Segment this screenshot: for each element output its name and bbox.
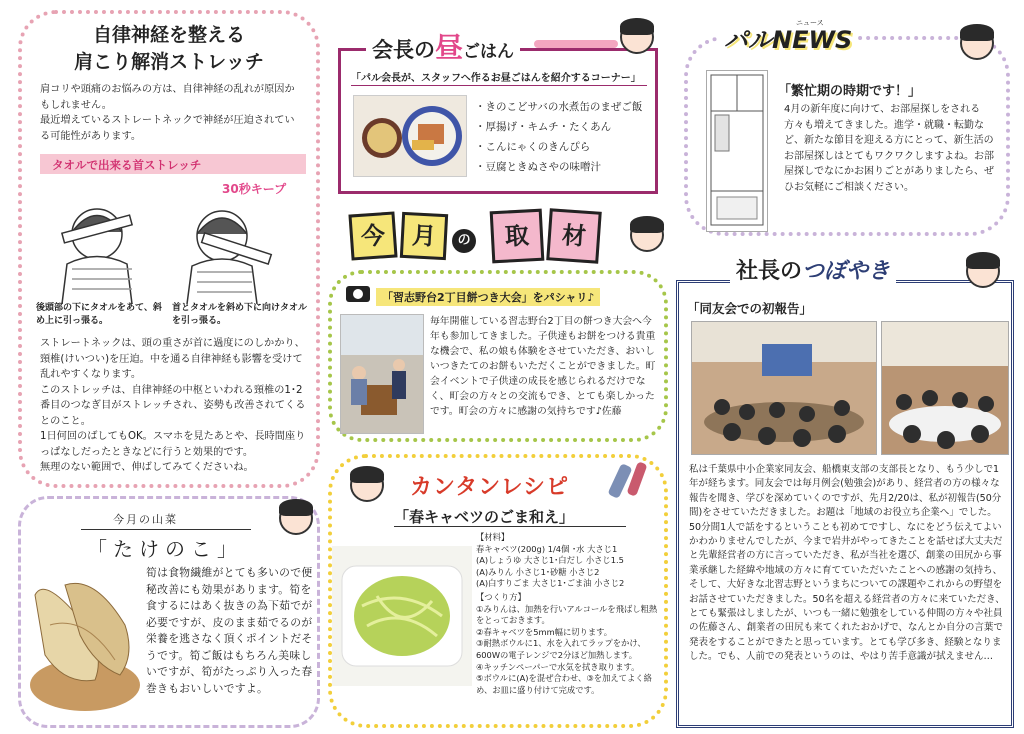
stretch-intro-2: 最近増えているストレートネックで神経が圧迫されている可能性があります。 [40,115,295,142]
stretch-body-p3: 1日何回のばしてもOK。スマホを見たあとや、長時間座りっぱなしだったときなどに行うと効果的です。 [40,431,306,458]
step-item: ④キッチンペーパーで水気を拭き取ります。 [476,661,640,672]
lunch-subtitle-line [351,85,647,86]
president-title-b: つぼやき [802,259,891,284]
news-body: 4月の新年度に向けて、お部屋探しをされる方々も増えてきました。進学・就職・転勤など、新たな節目を迎える方にとって、新生活のお部屋探しはとてもワクワクしますよね。お部屋探しでなにかお困りごとがありましたら、ぜひお気軽にご相談ください。 [784,104,994,193]
lunch-menu-list [475,97,642,177]
recipe-title: カンタンレシピ [410,475,570,500]
floorplan-image [706,70,768,232]
caption-1: 後頭部の下にタオルをあて、斜め上に引っ張る。 [36,303,162,326]
avatar-recipe [350,468,384,502]
shuzai-title-3: の [452,229,476,253]
shuzai-subtitle: 「習志野台2丁目餅つき大会」をパシャリ♪ [376,288,600,306]
step-item: ③耐熱ボウルに1、水を入れてラップをかけ、600Wの電子レンジで2分ほど加熱します。 [476,638,646,660]
mochi-photo [340,314,424,434]
meeting-photo-2 [881,321,1009,455]
ingredient-item: (A)しょうゆ 大さじ1･白だし 小さじ1.5 [476,555,624,566]
news-headline: 「繁忙期の時期です！」 [778,84,922,99]
camera-icon [346,286,370,302]
lunch-menu-item: ・厚揚げ・キムチ・たくあん [475,121,612,133]
figure-2 [187,211,271,304]
meeting-photo-1 [691,321,877,455]
stretch-body-p4: 無理のない範囲で、伸ばしてみてくださいね。 [40,462,254,473]
shuzai-title-4: 取 [490,209,545,264]
president-panel [676,280,1014,728]
avatar-sansai [279,501,313,535]
section-band [40,154,306,174]
stretch-illustration [42,194,312,304]
sansai-header: 今月の山菜 [113,513,178,526]
news-title-wrap [718,20,858,55]
sansai-header-line [81,529,251,530]
recipe-panel [328,454,668,728]
stretch-intro-1: 肩コリや頭痛のお悩みの方は、自律神経の乱れが原因かもしれません。 [40,84,295,111]
caption-2: 首とタオルを斜め下に向けタオルを引っ張る。 [172,303,308,326]
avatar-news [960,26,994,60]
keep-label: 30秒キープ [222,182,287,196]
ingredient-item: (A)白すりごま 大さじ1･ごま油 小さじ2 [476,578,625,589]
stretch-panel [18,10,320,488]
shuzai-title [350,210,600,264]
ingredient-item: (A)みりん 小さじ1･砂糖 小さじ2 [476,566,600,577]
news-ruby: ニュース [796,19,824,27]
step-item: ②春キャベツを5mm幅に切ります。 [476,626,613,637]
avatar-president [966,254,1000,288]
lunch-menu-item: ・こんにゃくのきんぴら [475,141,591,153]
president-title [730,254,896,285]
shuzai-body: 毎年開催している習志野台2丁目の餅つき大会へ今年も参加してきました。子供達もお餅をつける貴重な機会で、私の娘も体験をさせていただき、おいしいつきたてのお餅もいただくことができました。町会イベントで子供達の成長を感じられるだけでなく、町会の方々との交流もでき、とても楽しかったです。町会の方々に感謝の気持ちです♪佐藤 [430,316,656,417]
stretch-title-1: 自律神経を整える [92,24,245,46]
president-headline: 「同友会での初報告」 [687,301,813,316]
stretch-body [40,336,312,476]
step-item: ⑤ボウルに(A)を混ぜ合わせ、③を加えてよく絡め、お皿に盛り付けて完成です。 [476,673,652,695]
president-body: 私は千葉県中小企業家同友会、船橋東支部の支部長となり、もう少しで1年が経ちます。同友会では毎月例会(勉強会)があり、経営者の方の様々な報告を聞き、学びを深めていくのですが、先月2/20は、私が初報告(50分間)をさせていただきました。お題は「地域のお役立ち企業へ」でした。50分間1人で話をするということも初めてですし、なにをどう伝えてよいかわかりませんでしたが、今まで岩井がやってきたことを話せば大丈夫だと先輩経営者の方に言っていただき、私が当社を選び、創業の田尻から事業承継した経緯や地域の方々に育てていただいたことへの感謝の気持ち、そして、大好きな北習志野というまちについての課題やこれからの野望をお話させていただきました。50名を超える経営者の方々に来ていただき、とても緊張はしましたが、いつも一緒に勉強をしている仲間の方々や社員の佐藤さん、創業者の田尻も来てくれたおかげで、なんとか自分の言葉で発表をすることができたと思っています。とても学び多き、経験となりました。でも、人前での発表というのは、やはり苦手意識が拭えません… [689,464,1005,663]
stretch-body-p1: ストレートネックは、頭の重さが首に過度にのしかかり、頸椎(けいつい)を圧迫。中を通る自律神経も影響を受けて乱れやすくなります。 [40,338,305,380]
lunch-title-b: 昼 [435,31,464,64]
recipe-dish: 「春キャベツのごま和え」 [394,508,575,526]
lunch-panel [338,48,658,194]
avatar-chairman [620,20,654,54]
sansai-title: 「たけのこ」 [87,537,243,561]
lunch-subtitle: 「パル会長が、スタッフへ作るお昼ごはんを紹介するコーナー」 [351,73,641,84]
stretch-title-2: 肩こり解消ストレッチ [74,51,264,73]
lunch-title-c: ごはん [463,42,515,62]
shuzai-title-5: 材 [547,208,603,264]
president-title-a: 社長の [736,259,803,284]
section-title: タオルで出来る首ストレッチ [52,158,202,172]
avatar-sato [630,218,664,252]
recipe-text [476,532,662,696]
shuzai-title-2: 月 [400,212,448,260]
news-panel [684,36,1010,236]
step-item: ①みりんは、加熱を行いアルコールを飛ばし粗熱をとっておきます。 [476,603,658,626]
bamboo-shoot-photo [25,565,140,715]
sansai-panel [18,496,320,728]
steps-label: 【つくり方】 [476,591,526,602]
news-title: パルNEWS [724,26,853,54]
ingredient-item: 春キャベツ(200g) 1/4個 ･水 大さじ1 [476,543,618,554]
sansai-body: 筍は食物繊維がとても多いので便秘改善にも効果があります。筍を食するにはあく抜きの為下茹でが必要ですが、皮のまま茹でるのが栄養を逃さなく頂くポイントだそうです。筍ご飯はもちろん美味しいですが、筍がたっぷり入った春巻きもおいしいですよ。 [146,566,313,695]
recipe-dish-line [394,526,626,527]
lunch-menu-item: ・きのこどサバの水煮缶のまぜご飯 [475,101,643,113]
lunch-title-a: 会長の [372,38,435,62]
lunch-menu-item: ・豆腐ときぬさやの味噌汁 [475,161,601,173]
shuzai-panel [328,270,668,442]
shuzai-title-1: 今 [348,211,397,260]
lunch-title-swash [534,40,618,48]
lunch-title [366,26,520,66]
lunch-photo [353,95,467,177]
figure-1 [62,209,132,304]
cabbage-photo [332,546,472,686]
stretch-body-p2: このストレッチは、自律神経の中枢といわれる頸椎の1･2番目のつなぎ目がストレッチされ、姿勢も改善されてくるとのこと。 [40,384,306,427]
ingredients-label: 【材料】 [476,532,510,542]
